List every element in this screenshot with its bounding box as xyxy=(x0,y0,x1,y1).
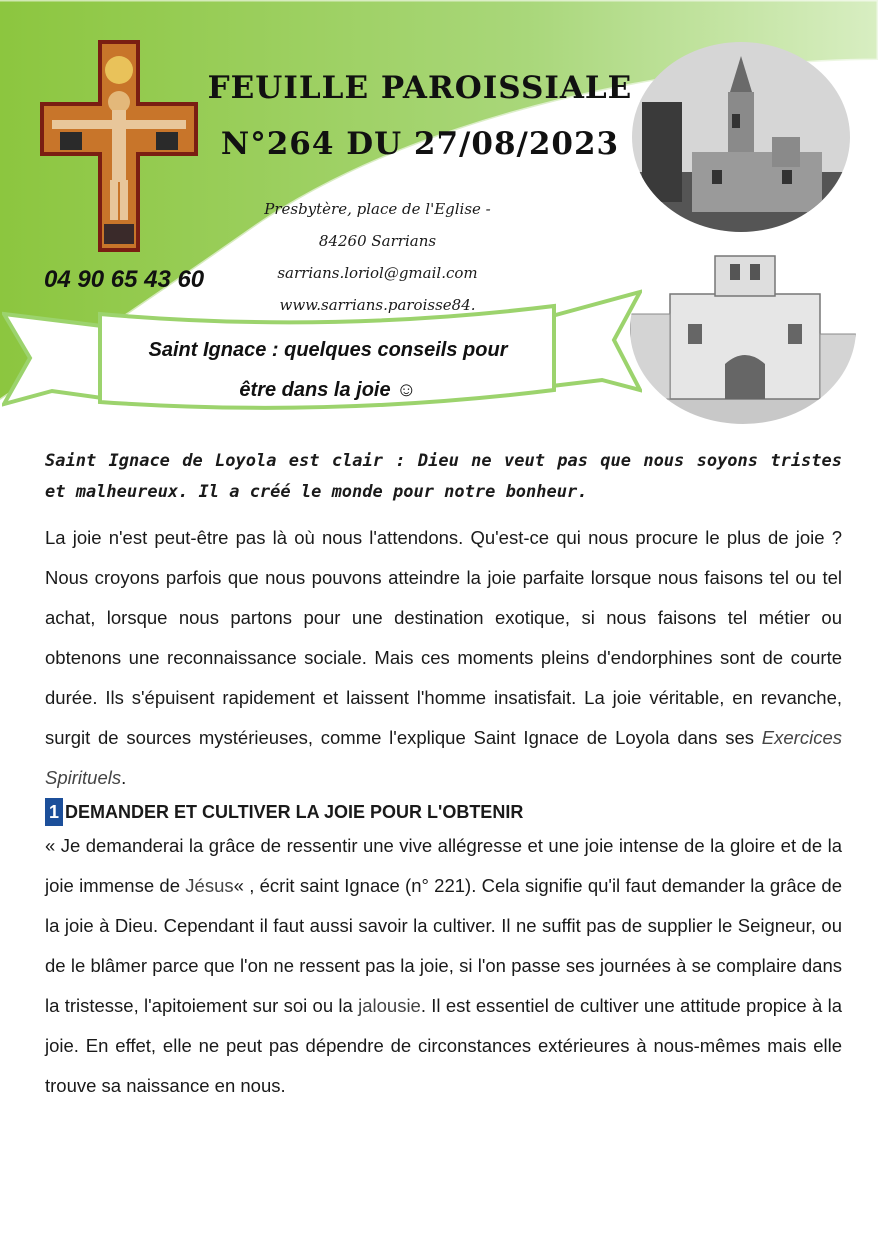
banner-headline xyxy=(108,330,548,410)
article-intro: Saint Ignace de Loyola est clair : Dieu ne veut pas que nous soyons tristes et malheureux. Il a créé le monde pour notre bonheur. xyxy=(45,451,842,502)
article-paragraph-1 xyxy=(45,518,842,798)
paragraph-2-text-c: . Il est essentiel de cultiver une attitude propice à la joie. En effet, elle ne peut pas dépendre de circonstances extérieures à nous-mêmes mais elle trouve sa naissance en nous. xyxy=(45,995,842,1096)
jesus-link[interactable]: Jésus xyxy=(185,875,234,896)
address-line-1: Presbytère, place de l'Eglise - xyxy=(264,200,491,218)
website-address[interactable]: www.sarrians.paroisse84. xyxy=(279,296,476,314)
section-number-badge: 1 xyxy=(45,798,63,826)
section-heading xyxy=(45,798,842,826)
article-paragraph-2 xyxy=(45,826,842,1106)
section-title: DEMANDER ET CULTIVER LA JOIE POUR L'OBTENIR xyxy=(65,802,524,822)
phone-number: 04 90 65 43 60 xyxy=(44,266,205,293)
email-address[interactable]: sarrians.loriol@gmail.com xyxy=(277,264,478,282)
paragraph-1-text: La joie n'est peut-être pas là où nous l'attendons. Qu'est-ce qui nous procure le plus de joie ? Nous croyons parfois que nous pouvons atteindre la joie parfaite lorsque nous faisons tel ou tel achat, lorsque nous partons pour une destination exotique, si nous faisons tel métier ou obtenons une reconnaissance sociale. Mais ces moments pleins d'endorphines sont de courte durée. Ils s'épuisent rapidement et laissent l'homme insatisfait. La joie véritable, en revanche, surgit de sources mystérieuses, comme l'explique Saint Ignace de Loyola dans ses xyxy=(45,527,842,748)
paragraph-2-text-b: « , écrit saint Ignace (n° 221). Cela signifie qu'il faut demander la grâce de la joie à Dieu. Cependant il faut aussi savoir la cultiver. Il ne suffit pas de supplier le Seigneur, ou de le blâmer parce que l'on ne ressent pas la joie, si l'on passe ses journées à se complaire dans la tristesse, l'apitoiement sur soi ou la xyxy=(45,875,843,1016)
paragraph-1-end: . xyxy=(121,767,127,788)
exercices-spirituels-reference: Exercices Spirituels xyxy=(45,727,842,788)
paragraph-2-text-a: « Je demanderai la grâce de ressentir une vive allégresse et une joie intense de la gloire et de la joie immense de xyxy=(45,835,842,896)
church-drawing xyxy=(630,234,856,424)
bulletin-title xyxy=(205,60,635,172)
title-line-2: N°264 DU 27/08/2023 xyxy=(220,126,620,162)
title-line-1: FEUILLE PAROISSIALE xyxy=(207,70,633,106)
banner-line-2: être dans la joie ☺ xyxy=(239,379,417,401)
church-photo xyxy=(632,42,850,232)
banner-line-1: Saint Ignace : quelques conseils pour xyxy=(148,339,508,361)
address-line-2: 84260 Sarrians xyxy=(318,232,437,250)
san-damiano-cross-image xyxy=(40,40,198,252)
jalousie-link[interactable]: jalousie xyxy=(358,995,421,1016)
article-body xyxy=(45,446,842,1106)
